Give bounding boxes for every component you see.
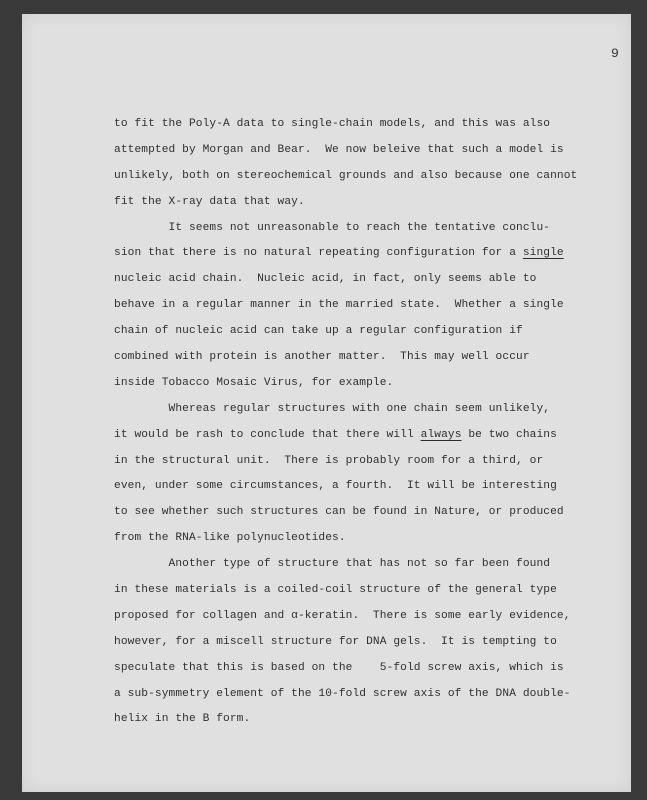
- underlined-word: always: [420, 428, 462, 441]
- text-line: combined with protein is another matter. This may well occur: [114, 351, 530, 364]
- text-line: in the structural unit. There is probably room for a third, or: [114, 454, 544, 467]
- text-line: proposed for collagen and α-keratin. There is some early evidence,: [114, 609, 571, 622]
- text-line: a sub-symmetry element of the 10-fold screw axis of the DNA double-: [114, 687, 571, 700]
- text-line: to see whether such structures can be found in Nature, or produced: [114, 506, 564, 519]
- text-line: in these materials is a coiled-coil structure of the general type: [114, 584, 557, 597]
- text-line: nucleic acid chain. Nucleic acid, in fact, only seems able to: [114, 273, 537, 286]
- text-line: however, for a miscell structure for DNA gels. It is tempting to: [114, 635, 557, 648]
- text-line: It seems not unreasonable to reach the tentative conclu-: [114, 221, 551, 234]
- text-fragment: sion that there is no natural repeating configuration for a: [114, 247, 523, 260]
- text-line: attempted by Morgan and Bear. We now beleive that such a model is: [114, 143, 564, 156]
- text-line: speculate that this is based on the 5-fold screw axis, which is: [114, 661, 564, 674]
- text-line: Whereas regular structures with one chain seem unlikely,: [114, 402, 551, 415]
- page-number: 9: [611, 46, 619, 61]
- text-line: behave in a regular manner in the married state. Whether a single: [114, 299, 564, 312]
- text-line: inside Tobacco Mosaic Virus, for example.: [114, 376, 394, 389]
- text-line: chain of nucleic acid can take up a regular configuration if: [114, 325, 523, 338]
- text-line: helix in the B form.: [114, 713, 251, 726]
- underlined-word: single: [522, 247, 564, 260]
- text-line: unlikely, both on stereochemical grounds and also because one cannot: [114, 169, 578, 182]
- text-line: [114, 423, 634, 449]
- text-line: from the RNA-like polynucleotides.: [114, 532, 346, 545]
- text-line: to fit the Poly-A data to single-chain models, and this was also: [114, 118, 551, 130]
- document-page: [22, 14, 631, 792]
- text-line: even, under some circumstances, a fourth. It will be interesting: [114, 480, 557, 493]
- text-fragment: be two chains: [461, 428, 557, 441]
- text-fragment: it would be rash to conclude that there will: [114, 428, 421, 441]
- text-line: [114, 241, 634, 267]
- body-text: [114, 112, 634, 733]
- text-line: Another type of structure that has not so far been found: [114, 558, 551, 571]
- text-line: fit the X-ray data that way.: [114, 195, 305, 208]
